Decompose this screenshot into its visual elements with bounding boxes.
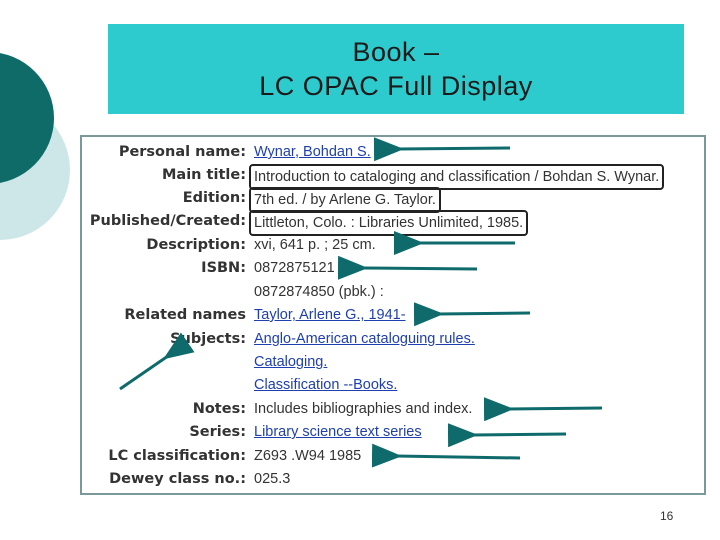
row-isbn bbox=[82, 257, 702, 279]
link-related-names[interactable]: Taylor, Arlene G., 1941- bbox=[254, 307, 406, 323]
label-dewey: Dewey class no.: bbox=[109, 471, 246, 487]
page-number: 16 bbox=[660, 509, 674, 523]
value-published: Littleton, Colo. : Libraries Unlimited, 1985. bbox=[249, 210, 528, 236]
row-edition bbox=[82, 187, 702, 209]
link-subject-1[interactable]: Anglo-American cataloguing rules. bbox=[254, 331, 475, 347]
row-dewey bbox=[82, 468, 702, 490]
link-subject-2[interactable]: Cataloging. bbox=[254, 354, 328, 370]
row-subject-2 bbox=[82, 351, 702, 373]
value-main-title: Introduction to cataloging and classification / Bohdan S. Wynar. bbox=[249, 164, 664, 190]
label-notes: Notes: bbox=[192, 401, 246, 417]
link-personal-name[interactable]: Wynar, Bohdan S. bbox=[254, 144, 371, 160]
row-related-names bbox=[82, 304, 702, 326]
label-isbn: ISBN: bbox=[201, 260, 246, 276]
value-edition: 7th ed. / by Arlene G. Taylor. bbox=[249, 187, 441, 213]
opac-record-panel bbox=[80, 135, 706, 495]
value-isbn-2: 0872874850 (pbk.) : bbox=[254, 284, 384, 300]
row-main-title bbox=[82, 164, 702, 186]
label-related-names: Related names bbox=[124, 307, 246, 323]
row-notes bbox=[82, 398, 702, 420]
row-subjects bbox=[82, 328, 702, 350]
value-notes: Includes bibliographies and index. bbox=[254, 401, 473, 417]
link-series[interactable]: Library science text series bbox=[254, 424, 422, 440]
row-lc-classification bbox=[82, 445, 702, 467]
value-isbn-1: 0872875121 ; bbox=[254, 260, 343, 276]
link-subject-3[interactable]: Classification --Books. bbox=[254, 377, 398, 393]
label-personal-name: Personal name: bbox=[118, 144, 246, 160]
label-main-title: Main title: bbox=[162, 167, 246, 183]
row-subject-3 bbox=[82, 374, 702, 396]
slide-title-line-1: Book – bbox=[352, 37, 440, 67]
value-lc-classification: Z693 .W94 1985 bbox=[254, 448, 362, 464]
value-dewey: 025.3 bbox=[254, 471, 291, 487]
label-description: Description: bbox=[146, 237, 246, 253]
row-description bbox=[82, 234, 702, 256]
label-series: Series: bbox=[189, 424, 246, 440]
row-personal-name bbox=[82, 141, 702, 163]
row-isbn-2 bbox=[82, 281, 702, 303]
label-subjects: Subjects: bbox=[170, 331, 246, 347]
value-description: xvi, 641 p. ; 25 cm. bbox=[254, 237, 376, 253]
label-lc-classification: LC classification: bbox=[108, 448, 246, 464]
label-published: Published/Created: bbox=[89, 213, 246, 229]
row-published bbox=[82, 210, 702, 232]
slide-title-line-2: LC OPAC Full Display bbox=[259, 71, 533, 101]
slide-title-bar bbox=[108, 24, 684, 114]
row-series bbox=[82, 421, 702, 443]
label-edition: Edition: bbox=[182, 190, 246, 206]
